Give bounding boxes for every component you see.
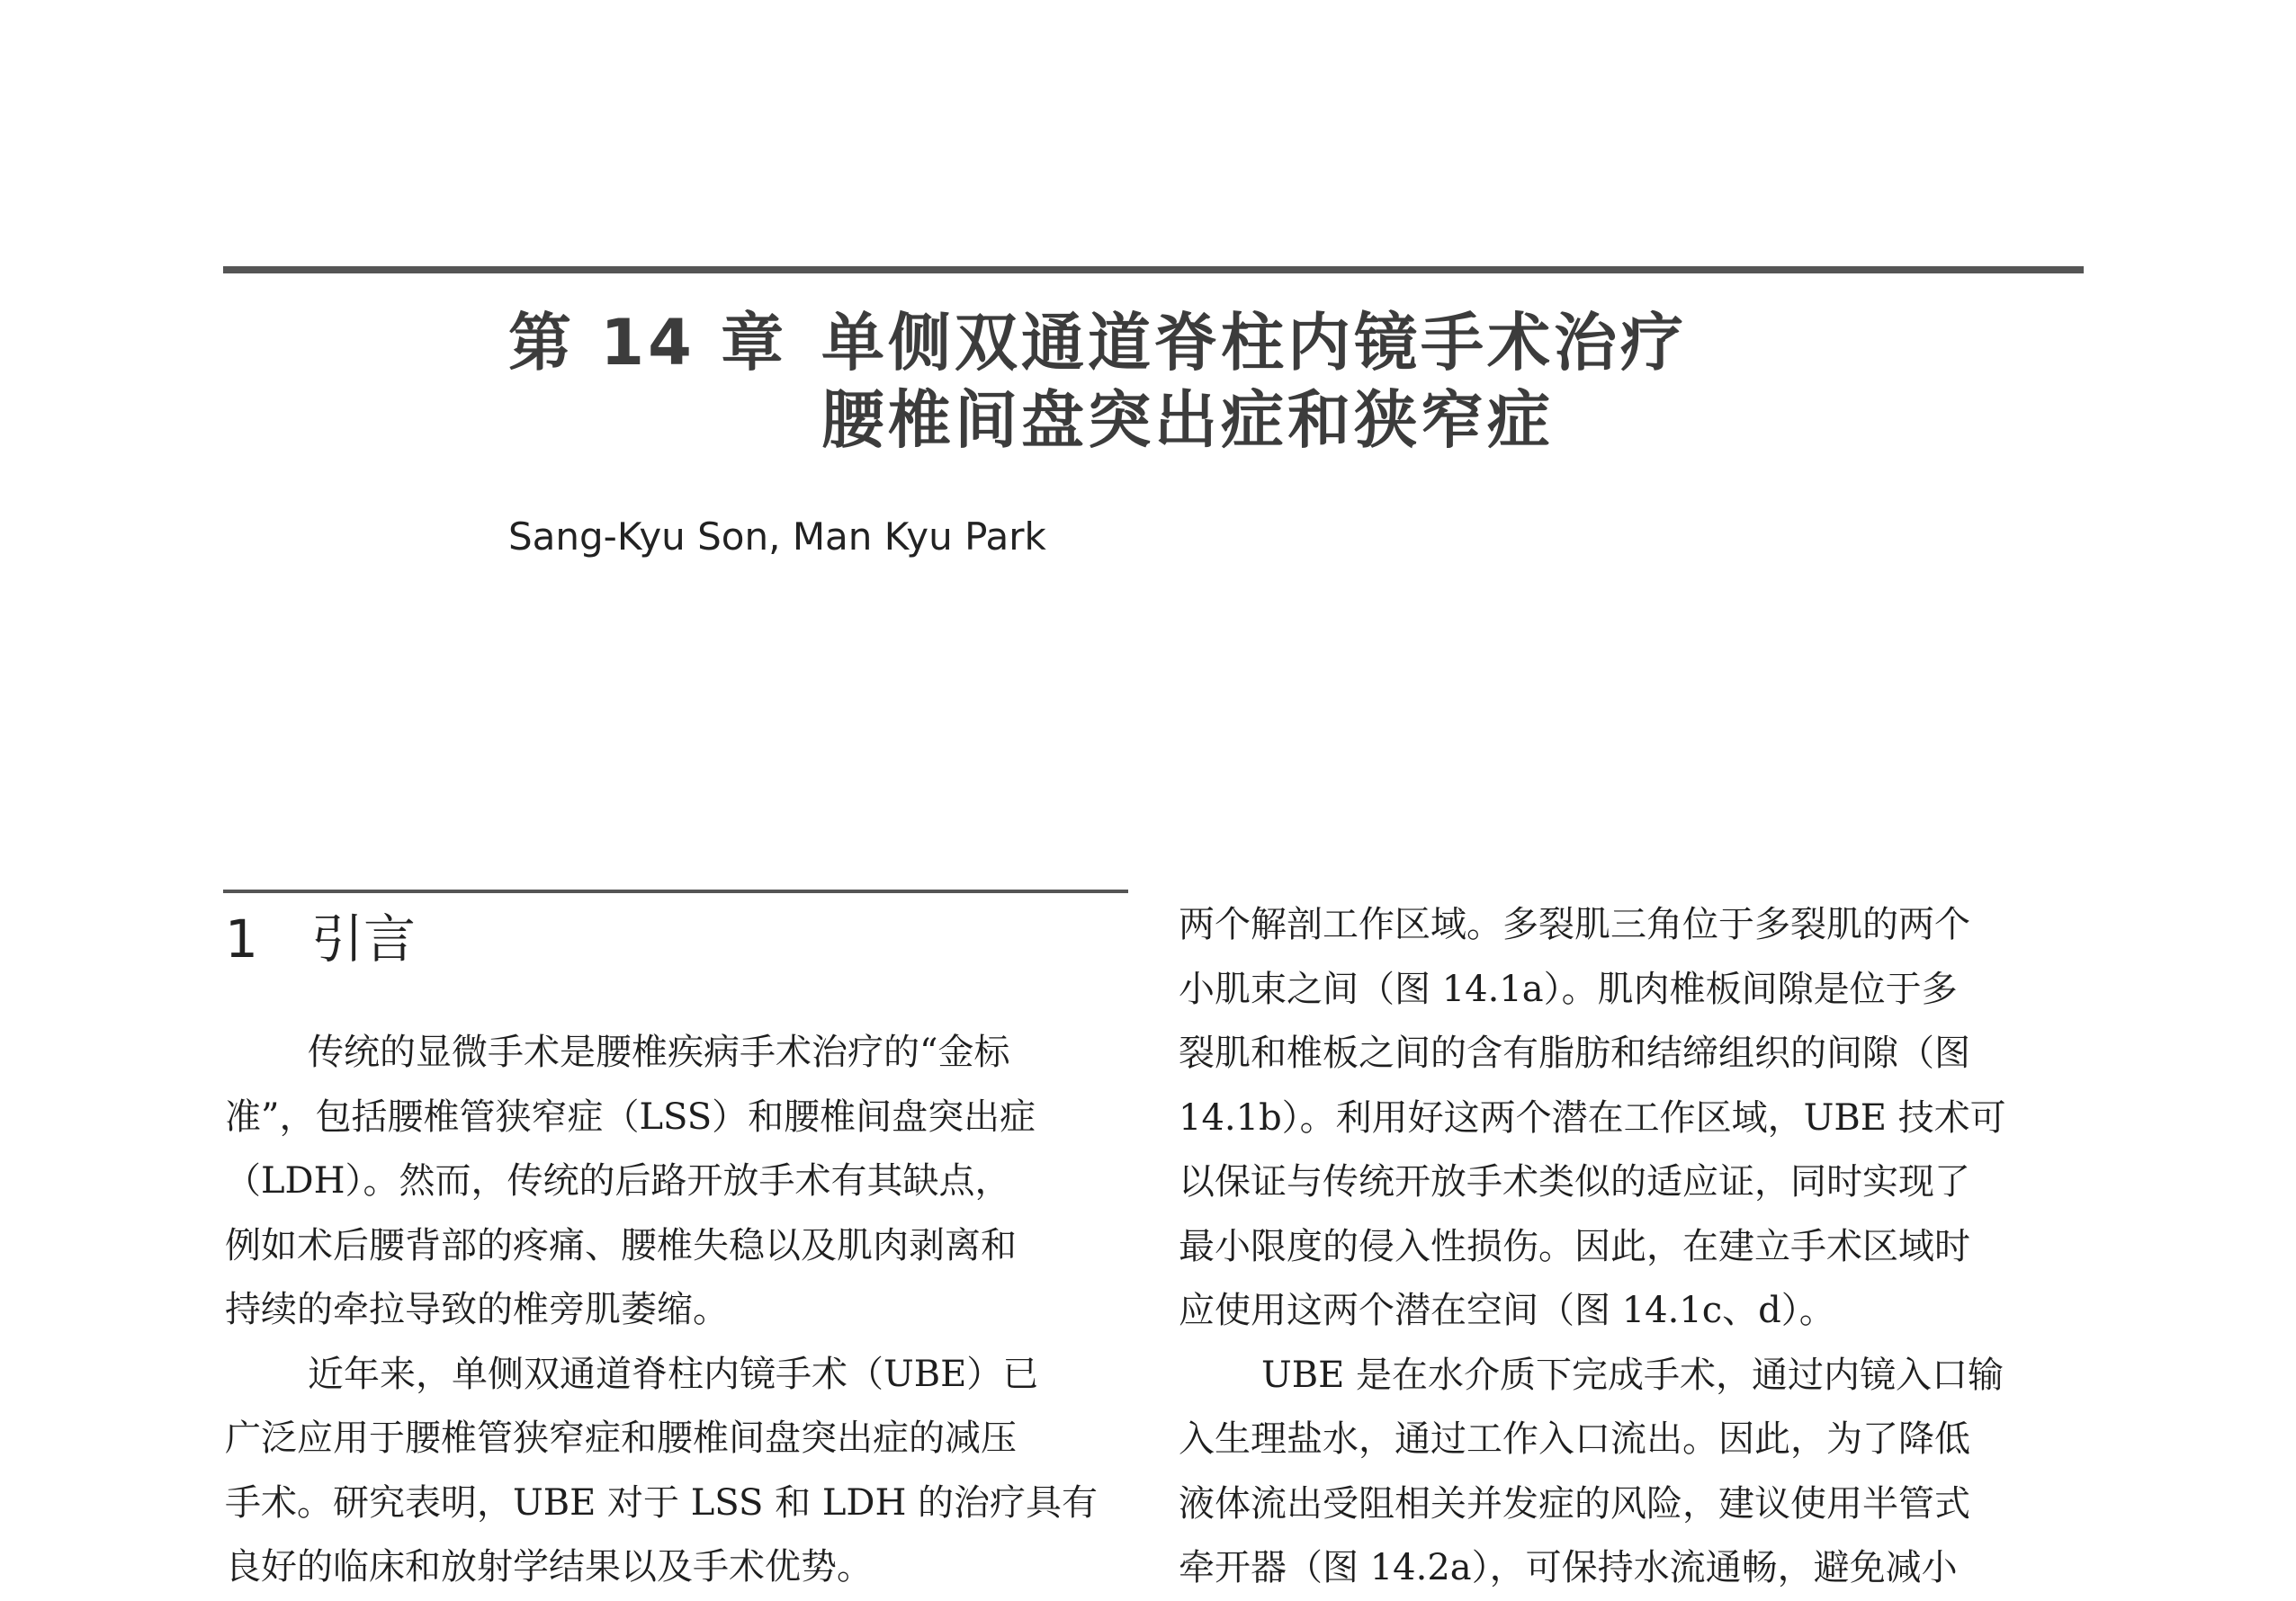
chapter-title [508,304,2128,459]
section-rule [223,890,1128,893]
text-line: 14.1b）。利用好这两个潜在工作区域，UBE 技术可 [1179,1096,2006,1139]
text-line: 以保证与传统开放手术类似的适应证，同时实现了 [1179,1161,1970,1203]
text-line: （LDH）。然而，传统的后路开放手术有其缺点， [225,1160,1011,1202]
section-title: 引言 [311,908,417,970]
chapter-title-line-2: 腰椎间盘突出症和狭窄症 [821,383,1554,457]
text-line: 近年来，单侧双通道脊柱内镜手术（UBE）已 [308,1353,1039,1395]
left-column-text [225,1021,1130,1600]
section-number: 1 [225,908,258,970]
chapter-top-rule [223,266,2084,273]
text-line: 牵开器（图 14.2a），可保持水流通畅，避免减小 [1179,1547,1958,1588]
right-column-text [1179,893,2084,1601]
text-line: 裂肌和椎板之间的含有脂肪和结缔组织的间隙（图 [1179,1033,1970,1074]
text-line: UBE 是在水介质下完成手术，通过内镜入口输 [1261,1354,2005,1396]
text-line: 入生理盐水，通过工作入口流出。因此，为了降低 [1179,1418,1970,1460]
chapter-title-line-1: 单侧双通道脊柱内镜手术治疗 [821,306,1687,380]
chapter-title-row-1 [508,304,2128,381]
text-line: 液体流出受阻相关并发症的风险，建议使用半管式 [1179,1482,1970,1525]
chapter-title-row-2 [508,381,2128,459]
text-line: 应使用这两个潜在空间（图 14.1c、d）。 [1179,1290,1835,1331]
text-line: 手术。研究表明，UBE 对于 LSS 和 LDH 的治疗具有 [225,1481,1099,1524]
text-line: 传统的显微手术是腰椎疾病手术治疗的“金标 [308,1032,1010,1073]
chapter-authors: Sang-Kyu Son, Man Kyu Park [508,514,1046,559]
text-line: 良好的临床和放射学结果以及手术优势。 [225,1546,873,1588]
chapter-number: 第 14 章 [508,306,788,380]
text-line: 准”，包括腰椎管狭窄症（LSS）和腰椎间盘突出症 [225,1096,1036,1138]
text-line: 小肌束之间（图 14.1a）。肌肉椎板间隙是位于多 [1179,968,1958,1010]
text-line: 两个解剖工作区域。多裂肌三角位于多裂肌的两个 [1179,904,1970,945]
text-line: 持续的牵拉导致的椎旁肌萎缩。 [225,1289,729,1330]
section-heading [225,903,416,975]
text-line: 例如术后腰背部的疼痛、腰椎失稳以及肌肉剥离和 [225,1224,1017,1266]
text-line: 最小限度的侵入性损伤。因此，在建立手术区域时 [1179,1225,1970,1267]
text-line: 广泛应用于腰椎管狭窄症和腰椎间盘突出症的减压 [225,1418,1017,1459]
